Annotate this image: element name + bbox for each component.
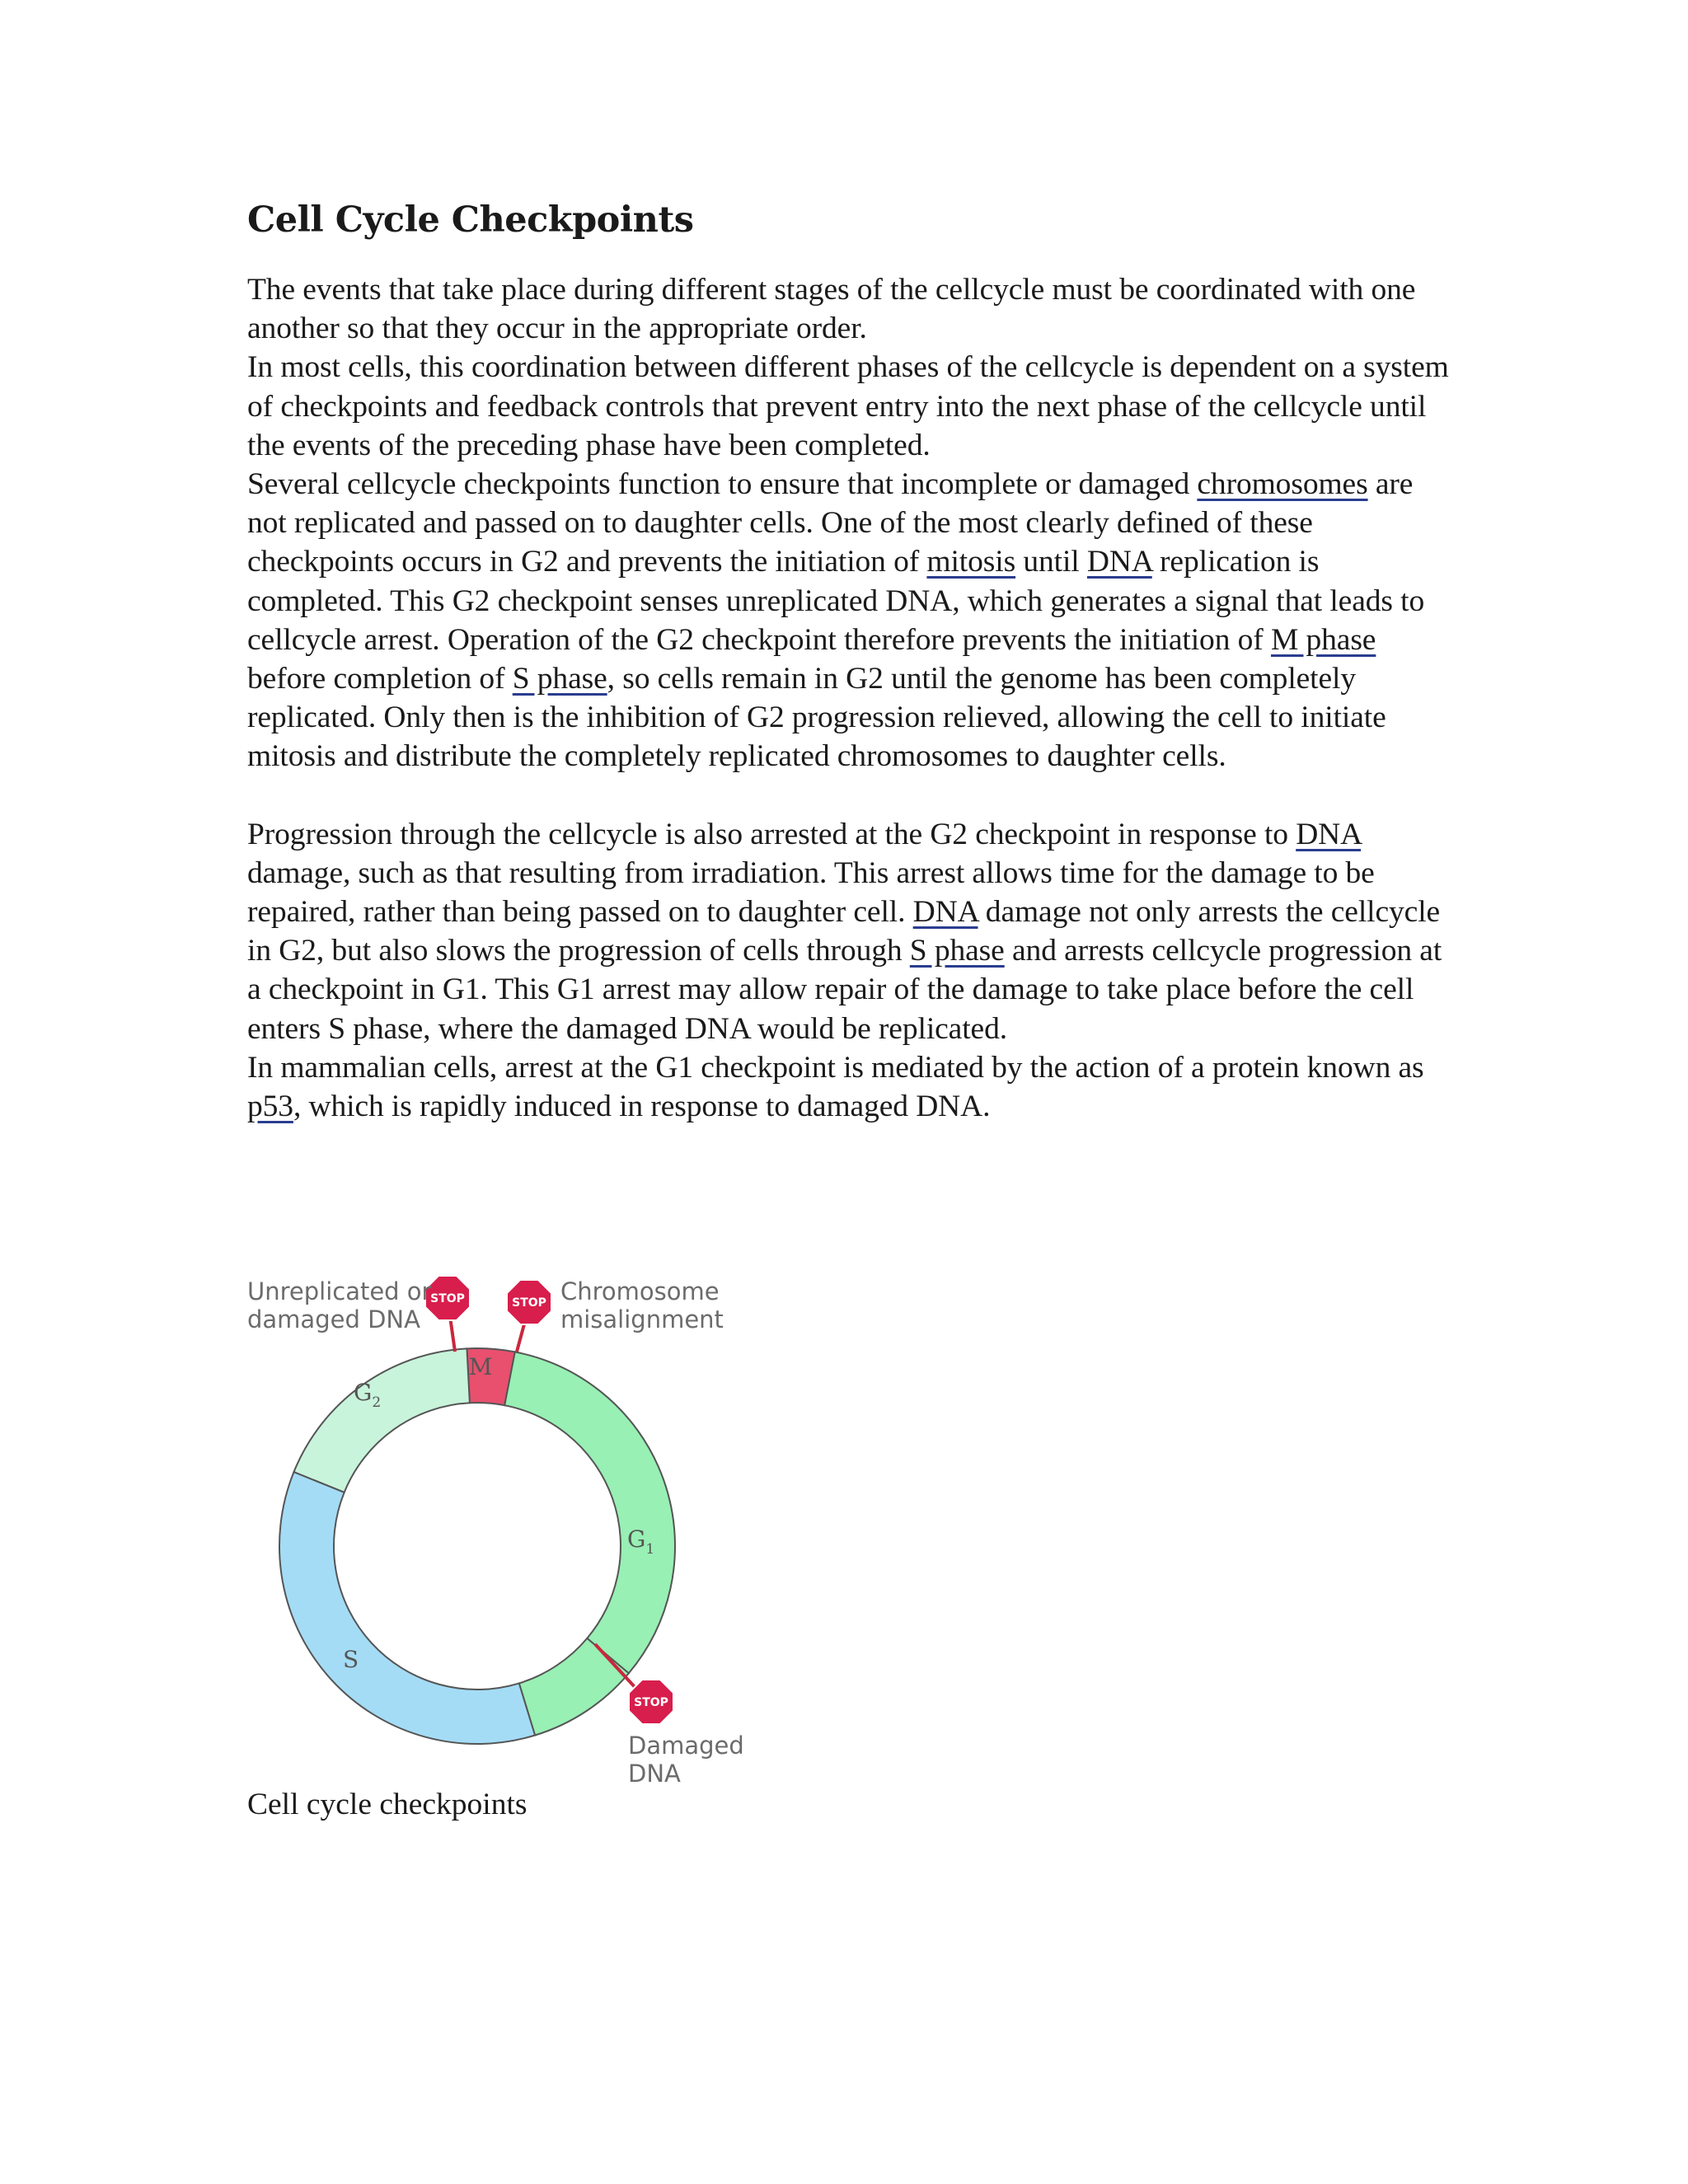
label-damaged-line2: DNA [628, 1760, 681, 1788]
link-m-phase[interactable]: M phase [1270, 622, 1376, 657]
paragraph-text-run: replication is completed. This G2 checkpoint senses unreplicated DNA, which generates a signal that leads to cellcycle arrest. Operation of the G2 checkpoint therefore prevents the initiation of [247, 545, 1425, 657]
phase-m-label: M [468, 1353, 493, 1380]
paragraph-cell-cycle-coordination [247, 270, 1451, 776]
paragraph-text-run: damage, such as that resulting from irradiation. This arrest allows time for the damage to be repaired, rather than being passed on to daughter cell. [247, 855, 1375, 930]
stop-sign-m-text: STOP [512, 1296, 546, 1310]
paragraph-text-run: until [1015, 545, 1087, 579]
paragraph-text-run: Several cellcycle checkpoints function to ensure that incomplete or damaged [247, 467, 1198, 502]
paragraph-gap [247, 776, 1451, 815]
stop-sign-g1-text: STOP [634, 1696, 668, 1709]
phase-g1-base: G [627, 1526, 646, 1553]
paragraph-text-run: damage not only arrests the cellcycle in G2, but also slows the progression of cells through [247, 895, 1441, 968]
link-dna[interactable]: DNA [912, 895, 978, 930]
cell-cycle-diagram [247, 1273, 758, 1793]
label-unreplicated-line1: Unreplicated or [247, 1277, 432, 1305]
phase-s-label: S [343, 1646, 359, 1673]
paragraph-text-run: and arrests cellcycle progression at a checkpoint in G1. This G1 arrest may allow repair of the damage to take place before the cell enters S phase, where the damaged DNA would be replicated. [247, 934, 1442, 1046]
label-misalignment-line2: misalignment [560, 1305, 724, 1333]
paragraph-text-run: The events that take place during different stages of the cellcycle must be coordinated with one another so that they occur in the appropriate order. [247, 273, 1416, 346]
link-dna[interactable]: DNA [1296, 817, 1362, 851]
link-s-phase[interactable]: S phase [909, 934, 1005, 968]
phase-g2-segment [293, 1348, 469, 1492]
paragraph-text-run: are not replicated and passed on to daughter cells. One of the most clearly defined of these checkpoints occurs in G2 and prevents the initiation of [247, 467, 1414, 579]
link-p53[interactable]: p53 [247, 1090, 293, 1124]
link-dna[interactable]: DNA [1086, 545, 1152, 579]
figure-caption: Cell cycle checkpoints [247, 1788, 528, 1821]
link-s-phase[interactable]: S phase [512, 662, 607, 696]
phase-g1-segment [504, 1352, 675, 1673]
document-page [247, 194, 1451, 1126]
paragraph-text-run: , which is rapidly induced in response to damaged DNA. [293, 1090, 991, 1124]
label-unreplicated-line2: damaged DNA [247, 1305, 420, 1333]
stop-sign-m [507, 1280, 551, 1324]
stop-sign-g1 [629, 1680, 673, 1724]
document-title: Cell Cycle Checkpoints [247, 199, 694, 241]
label-damaged-line1: Damaged [628, 1732, 744, 1760]
cell-cycle-svg [247, 1273, 758, 1793]
stop-sign-g2 [425, 1276, 470, 1320]
paragraph-text-run: In mammalian cells, arrest at the G1 checkpoint is mediated by the action of a protein known as [247, 1050, 1424, 1085]
paragraph-text-run: , so cells remain in G2 until the genome has been completely replicated. Only then is the inhibition of G2 progression relieved, allowing the cell to initiate mitosis and distribute the completely replicated chromosomes to daughter cells. [247, 662, 1386, 774]
phase-g2-base: G [354, 1379, 373, 1406]
phase-g2-sub: 2 [372, 1394, 382, 1411]
link-mitosis[interactable]: mitosis [926, 545, 1016, 579]
stop-sign-g2-text: STOP [430, 1292, 465, 1305]
paragraph-text-run: before completion of [247, 662, 513, 696]
link-chromosomes[interactable]: chromosomes [1197, 467, 1368, 502]
phase-g1-sub: 1 [645, 1541, 655, 1558]
phase-s-segment [279, 1472, 535, 1744]
paragraph-g2-g1-arrest [247, 815, 1451, 1127]
paragraph-text-run: Progression through the cellcycle is also arrested at the G2 checkpoint in response to [247, 817, 1296, 851]
label-misalignment-line1: Chromosome [560, 1277, 720, 1305]
paragraph-text-run: In most cells, this coordination between different phases of the cellcycle is dependent on a system of checkpoints and feedback controls that prevent entry into the next phase of the cellcycle until the events of the preceding phase have been completed. [247, 350, 1449, 462]
